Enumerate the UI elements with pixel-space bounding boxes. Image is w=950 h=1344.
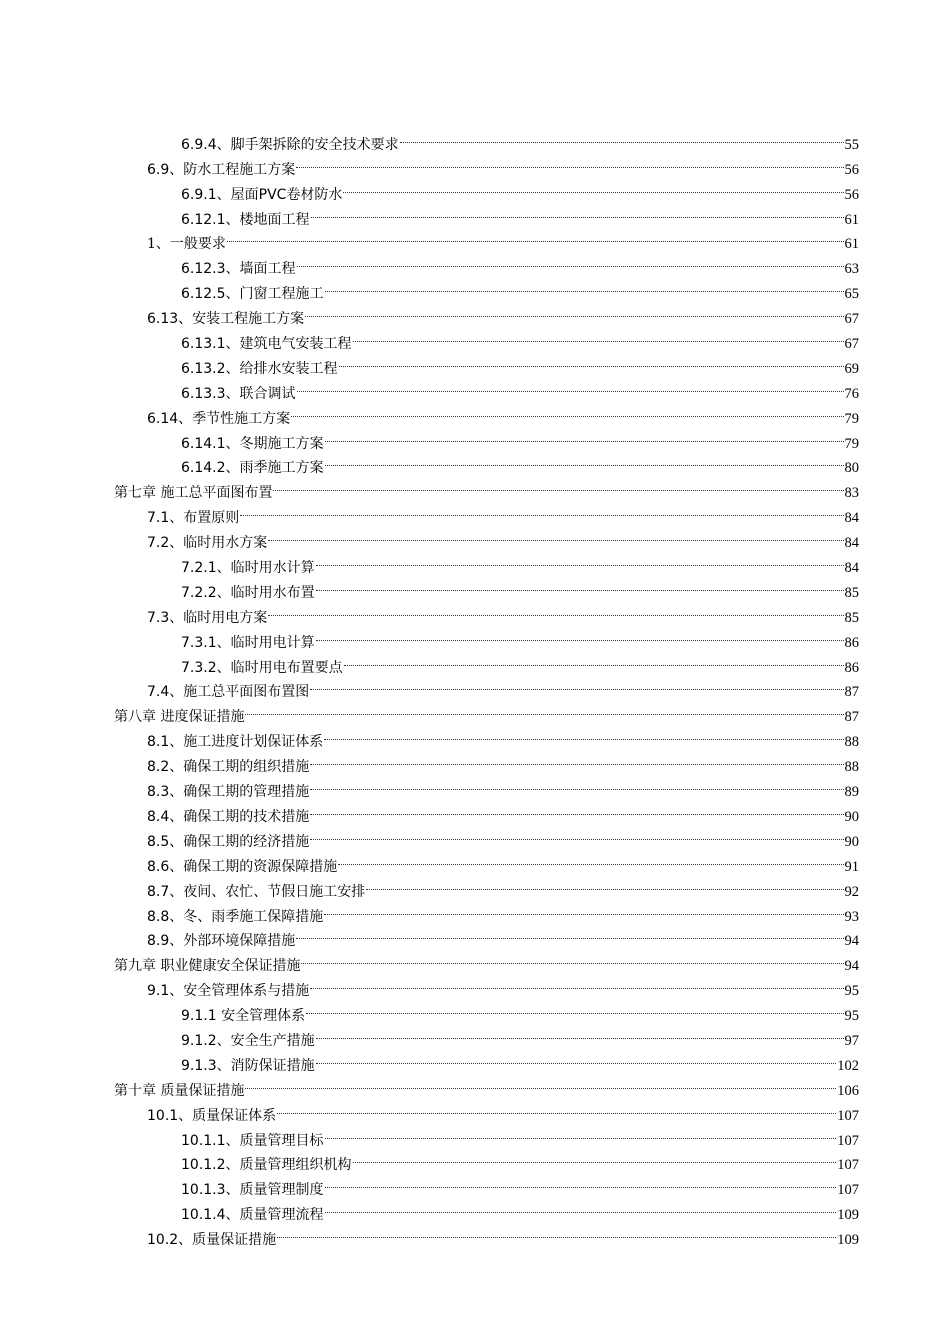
toc-entry[interactable] [0,1045,950,1074]
toc-entry[interactable] [0,821,950,850]
toc-dot-leader [301,945,843,970]
toc-dot-leader [310,746,843,771]
toc-entry-page-number: 94 [844,958,859,975]
toc-entry-page-number: 88 [844,734,859,751]
toc-entry-page-number: 86 [844,659,859,676]
toc-entry[interactable] [0,472,950,502]
toc-dot-leader [353,1145,837,1170]
toc-entry[interactable] [0,298,950,328]
toc-entry[interactable] [0,995,950,1025]
toc-dot-leader [310,796,843,821]
toc-entry-label: 6.12.1、楼地面工程 [181,211,310,228]
toc-dot-leader [316,1020,844,1045]
toc-entry-page-number: 102 [837,1057,859,1074]
toc-entry-label: 6.13、安装工程施工方案 [147,311,305,328]
toc-entry-label: 10.2、质量保证措施 [147,1232,277,1249]
toc-entry[interactable] [0,1095,950,1124]
toc-entry-label: 第九章 职业健康安全保证措施 [114,958,301,975]
toc-entry-label: 第八章 进度保证措施 [114,709,245,726]
toc-entry-label: 8.7、夜间、农忙、节假日施工安排 [147,883,366,900]
toc-entry[interactable] [0,871,950,900]
toc-dot-leader [297,373,844,398]
toc-entry-page-number: 107 [837,1132,859,1149]
toc-entry[interactable] [0,1070,950,1099]
toc-entry-label: 8.9、外部环境保障措施 [147,933,296,950]
toc-dot-leader [227,224,844,249]
toc-entry-page-number: 87 [844,709,859,726]
toc-entry-page-number: 88 [844,759,859,776]
toc-entry-page-number: 107 [837,1157,859,1174]
toc-entry-label: 6.13.3、联合调试 [181,385,296,402]
toc-dot-leader [240,497,843,522]
toc-entry[interactable] [0,522,950,552]
toc-dot-leader [310,672,843,697]
toc-entry-label: 7.3.1、临时用电计算 [181,634,315,651]
toc-entry-label: 6.14.2、雨季施工方案 [181,460,324,477]
toc-entry-page-number: 79 [844,435,859,452]
toc-entry-page-number: 56 [844,161,859,178]
toc-entry-label: 8.8、冬、雨季施工保障措施 [147,908,324,925]
toc-entry[interactable] [0,398,950,427]
toc-entry-label: 8.2、确保工期的组织措施 [147,759,310,776]
toc-entry-label: 6.14、季节性施工方案 [147,410,291,427]
toc-entry-page-number: 55 [844,136,859,153]
toc-entry-page-number: 83 [844,485,859,502]
toc-dot-leader [324,896,843,921]
toc-entry[interactable] [0,1194,950,1224]
toc-entry[interactable] [0,796,950,825]
toc-entry-label: 10.1.1、质量管理目标 [181,1132,324,1149]
toc-entry-label: 9.1.2、安全生产措施 [181,1032,315,1049]
toc-entry-label: 6.13.2、给排水安装工程 [181,360,338,377]
toc-entry-page-number: 84 [844,510,859,527]
toc-entry-label: 6.9.1、屋面PVC卷材防水 [181,186,343,203]
toc-entry[interactable] [0,497,950,527]
toc-dot-leader [316,572,844,597]
toc-dot-leader [296,921,843,946]
toc-dot-leader [343,174,843,199]
toc-dot-leader [297,248,844,273]
toc-entry[interactable] [0,248,950,278]
toc-entry-page-number: 106 [837,1082,859,1099]
toc-dot-leader [324,721,843,746]
toc-entry-label: 7.4、施工总平面图布置图 [147,684,310,701]
toc-entry[interactable] [0,597,950,626]
toc-dot-leader [273,472,843,497]
toc-dot-leader [310,821,843,846]
toc-entry-page-number: 84 [844,560,859,577]
toc-entry-label: 9.1.1 安全管理体系 [181,1008,306,1025]
toc-dot-leader [245,1070,836,1095]
toc-dot-leader [366,871,843,896]
toc-entry[interactable] [0,149,950,178]
toc-entry-page-number: 69 [844,360,859,377]
toc-entry-label: 7.2.2、临时用水布置 [181,584,315,601]
toc-entry[interactable] [0,1120,950,1149]
toc-entry-page-number: 61 [844,211,859,228]
toc-entry[interactable] [0,572,950,601]
toc-entry-label: 7.2、临时用水方案 [147,535,268,552]
toc-entry[interactable] [0,1169,950,1199]
toc-entry[interactable] [0,945,950,975]
toc-entry-page-number: 109 [837,1232,859,1249]
toc-dot-leader [305,298,843,323]
toc-dot-leader [325,1194,837,1219]
toc-entry-page-number: 79 [844,410,859,427]
toc-entry-label: 10.1、质量保证体系 [147,1107,277,1124]
toc-entry-label: 9.1、安全管理体系与措施 [147,983,310,1000]
toc-entry-page-number: 107 [837,1182,859,1199]
toc-entry-page-number: 95 [844,983,859,1000]
toc-entry[interactable] [0,373,950,402]
toc-entry-page-number: 76 [844,385,859,402]
toc-entry[interactable] [0,921,950,950]
toc-entry[interactable] [0,647,950,676]
toc-entry-page-number: 89 [844,784,859,801]
toc-entry[interactable] [0,696,950,726]
toc-entry-label: 8.3、确保工期的管理措施 [147,784,310,801]
toc-entry-page-number: 109 [837,1207,859,1224]
toc-entry-page-number: 80 [844,460,859,477]
toc-entry[interactable] [0,721,950,751]
toc-entry-label: 6.9、防水工程施工方案 [147,161,296,178]
toc-dot-leader [316,622,844,647]
toc-entry-label: 第十章 质量保证措施 [114,1082,245,1099]
toc-entry[interactable] [0,423,950,452]
toc-dot-leader [268,522,843,547]
toc-entry-label: 8.1、施工进度计划保证体系 [147,734,324,751]
toc-entry-page-number: 85 [844,584,859,601]
toc-entry-label: 1、一般要求 [147,236,226,253]
toc-entry-page-number: 63 [844,261,859,278]
toc-entry-page-number: 85 [844,609,859,626]
toc-entry-label: 9.1.3、消防保证措施 [181,1057,315,1074]
toc-entry-label: 10.1.4、质量管理流程 [181,1207,324,1224]
toc-entry[interactable] [0,1219,950,1249]
toc-entry-label: 8.4、确保工期的技术措施 [147,808,310,825]
toc-dot-leader [316,1045,837,1070]
toc-dot-leader [245,696,843,721]
toc-entry[interactable] [0,746,950,776]
table-of-contents [0,124,950,1249]
toc-entry-label: 8.6、确保工期的资源保障措施 [147,858,338,875]
toc-entry-page-number: 90 [844,833,859,850]
toc-dot-leader [277,1095,836,1120]
toc-dot-leader [400,124,844,149]
toc-dot-leader [306,995,843,1020]
toc-dot-leader [268,597,843,622]
toc-entry-label: 8.5、确保工期的经济措施 [147,833,310,850]
toc-entry-label: 7.1、布置原则 [147,510,240,527]
toc-entry[interactable] [0,273,950,303]
toc-entry-page-number: 95 [844,1008,859,1025]
toc-entry-page-number: 61 [844,236,859,253]
toc-entry[interactable] [0,1145,950,1174]
toc-dot-leader [277,1219,836,1244]
toc-dot-leader [325,1169,837,1194]
toc-entry-page-number: 92 [844,883,859,900]
toc-dot-leader [316,547,844,572]
toc-entry-label: 7.3.2、临时用电布置要点 [181,659,343,676]
toc-entry-label: 6.13.1、建筑电气安装工程 [181,336,352,353]
toc-entry-label: 6.14.1、冬期施工方案 [181,435,324,452]
toc-entry[interactable] [0,672,950,701]
toc-entry[interactable] [0,846,950,875]
toc-dot-leader [338,846,843,871]
toc-entry[interactable] [0,199,950,228]
toc-dot-leader [325,423,844,448]
toc-entry[interactable] [0,771,950,801]
toc-entry[interactable] [0,348,950,377]
toc-entry-page-number: 90 [844,808,859,825]
toc-entry-label: 10.1.3、质量管理制度 [181,1182,324,1199]
toc-entry[interactable] [0,622,950,651]
toc-entry-page-number: 67 [844,311,859,328]
toc-dot-leader [353,323,844,348]
toc-dot-leader [310,771,843,796]
toc-entry-label: 第七章 施工总平面图布置 [114,485,273,502]
toc-entry[interactable] [0,448,950,477]
toc-entry[interactable] [0,174,950,203]
toc-entry[interactable] [0,124,950,153]
toc-entry-label: 6.9.4、脚手架拆除的安全技术要求 [181,136,399,153]
toc-entry-page-number: 93 [844,908,859,925]
toc-entry-label: 7.3、临时用电方案 [147,609,268,626]
toc-entry-page-number: 84 [844,535,859,552]
toc-dot-leader [339,348,844,373]
toc-entry-page-number: 94 [844,933,859,950]
toc-entry-label: 7.2.1、临时用水计算 [181,560,315,577]
toc-dot-leader [296,149,843,174]
toc-entry-label: 6.12.3、墙面工程 [181,261,296,278]
toc-dot-leader [291,398,843,423]
toc-dot-leader [310,970,843,995]
toc-dot-leader [325,1120,837,1145]
toc-entry-label: 10.1.2、质量管理组织机构 [181,1157,352,1174]
toc-entry[interactable] [0,1020,950,1049]
toc-dot-leader [325,273,844,298]
toc-entry[interactable] [0,323,950,353]
toc-entry[interactable] [0,970,950,1000]
toc-entry[interactable] [0,896,950,925]
toc-dot-leader [311,199,844,224]
toc-dot-leader [325,448,844,473]
toc-entry-page-number: 91 [844,858,859,875]
toc-entry-page-number: 67 [844,336,859,353]
toc-entry-page-number: 86 [844,634,859,651]
toc-entry-page-number: 56 [844,186,859,203]
toc-dot-leader [344,647,844,672]
toc-entry-page-number: 65 [844,286,859,303]
toc-entry-label: 6.12.5、门窗工程施工 [181,286,324,303]
toc-entry-page-number: 107 [837,1107,859,1124]
toc-entry-page-number: 97 [844,1032,859,1049]
toc-entry-page-number: 87 [844,684,859,701]
toc-entry[interactable] [0,224,950,253]
toc-entry[interactable] [0,547,950,577]
